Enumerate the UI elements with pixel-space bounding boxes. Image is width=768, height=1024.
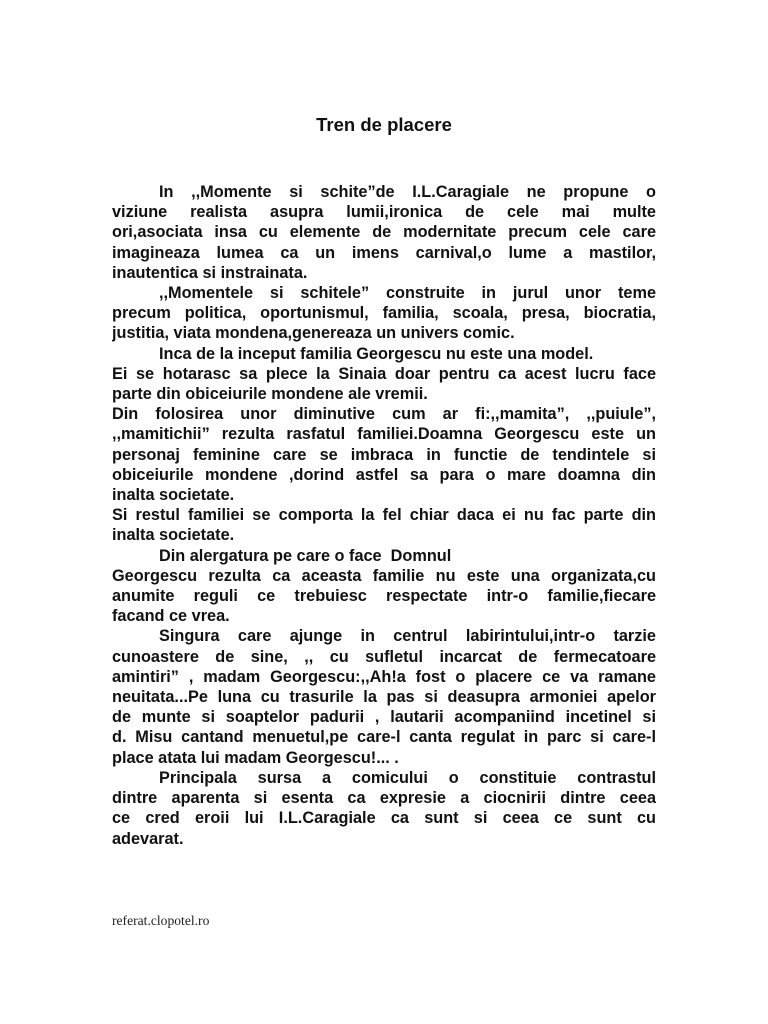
paragraph-line: ce cred eroii lui I.L.Caragiale ca sunt si ceea ce sunt cu — [112, 809, 656, 828]
paragraph — [112, 344, 656, 364]
paragraph — [112, 626, 656, 767]
paragraph — [112, 566, 656, 627]
paragraph-line: ori,asociata insa cu elemente de modernitate precum cele care — [112, 223, 656, 242]
paragraph — [112, 283, 656, 344]
paragraph-line: Din alergatura pe care o face Domnul — [159, 546, 452, 565]
footer-source-text: referat.clopotel.ro — [112, 913, 210, 928]
paragraph — [112, 364, 656, 404]
paragraph-line: Principala sursa a comicului o constituie contrastul — [159, 768, 656, 787]
paragraph-line: ,,Momentele si schitele” construite in jurul unor teme — [159, 284, 656, 303]
paragraph-line: imagineaza lumea ca un imens carnival,o lume a mastilor, — [112, 243, 656, 262]
paragraph-line: anumite reguli ce trebuiesc respectate intr-o familie,fiecare — [112, 587, 656, 606]
paragraph-line: facand ce vrea. — [112, 607, 230, 626]
document-body — [112, 182, 656, 849]
paragraph-line: inautentica si instrainata. — [112, 263, 308, 282]
paragraph-line: ,,mamitichii” rezulta rasfatul familiei.Doamna Georgescu este un — [112, 425, 656, 444]
paragraph-line: obiceiurile mondene ,dorind astfel sa para o mare doamna din — [112, 465, 656, 484]
paragraph-line: justitia, viata mondena,genereaza un univers comic. — [112, 324, 515, 343]
paragraph-line: In ,,Momente si schite”de I.L.Caragiale ne propune o — [159, 183, 656, 201]
paragraph-line: inalta societate. — [112, 526, 235, 545]
paragraph-line: cunoastere de sine, ,, cu sufletul incarcat de fermecatoare — [112, 647, 656, 666]
paragraph-line: dintre aparenta si esenta ca expresie a ciocnirii dintre ceea — [112, 789, 656, 808]
paragraph-line: parte din obiceiurile mondene ale vremii. — [112, 385, 428, 404]
paragraph — [112, 404, 656, 505]
paragraph-line: viziune realista asupra lumii,ironica de cele mai multe — [112, 203, 656, 222]
paragraph-line: place atata lui madam Georgescu!... . — [112, 748, 399, 767]
paragraph-line: Georgescu rezulta ca aceasta familie nu este una organizata,cu — [112, 566, 656, 585]
paragraph-line: inalta societate. — [112, 486, 235, 505]
paragraph — [112, 768, 656, 849]
paragraph — [112, 505, 656, 545]
paragraph-line: amintiri” , madam Georgescu:,,Ah!a fost o placere ce va ramane — [112, 667, 656, 686]
paragraph-line: precum politica, oportunismul, familia, scoala, presa, biocratia, — [112, 304, 656, 323]
paragraph-line: neuitata...Pe luna cu trasurile la pas si deasupra armoniei apelor — [112, 688, 656, 707]
paragraph-line: Inca de la inceput familia Georgescu nu este una model. — [159, 344, 594, 363]
paragraph — [112, 182, 656, 283]
paragraph-line: d. Misu cantand menuetul,pe care-l canta regulat in parc si care-l — [112, 728, 656, 747]
paragraph-line: Ei se hotarasc sa plece la Sinaia doar pentru ca acest lucru face — [112, 364, 656, 383]
paragraph-line: adevarat. — [112, 829, 184, 848]
paragraph-line: personaj feminine care se imbraca in functie de tendintele si — [112, 445, 656, 464]
paragraph-line: de munte si soaptelor padurii , lautarii acompaniind incetinel si — [112, 708, 656, 727]
paragraph — [112, 546, 656, 566]
paragraph-line: Si restul familiei se comporta la fel chiar daca ei nu fac parte din — [112, 506, 656, 525]
document-title: Tren de placere — [316, 114, 452, 135]
paragraph-line: Singura care ajunge in centrul labirintului,intr-o tarzie — [159, 627, 656, 646]
paragraph-line: Din folosirea unor diminutive cum ar fi:,,mamita”, ,,puiule”, — [112, 405, 656, 424]
